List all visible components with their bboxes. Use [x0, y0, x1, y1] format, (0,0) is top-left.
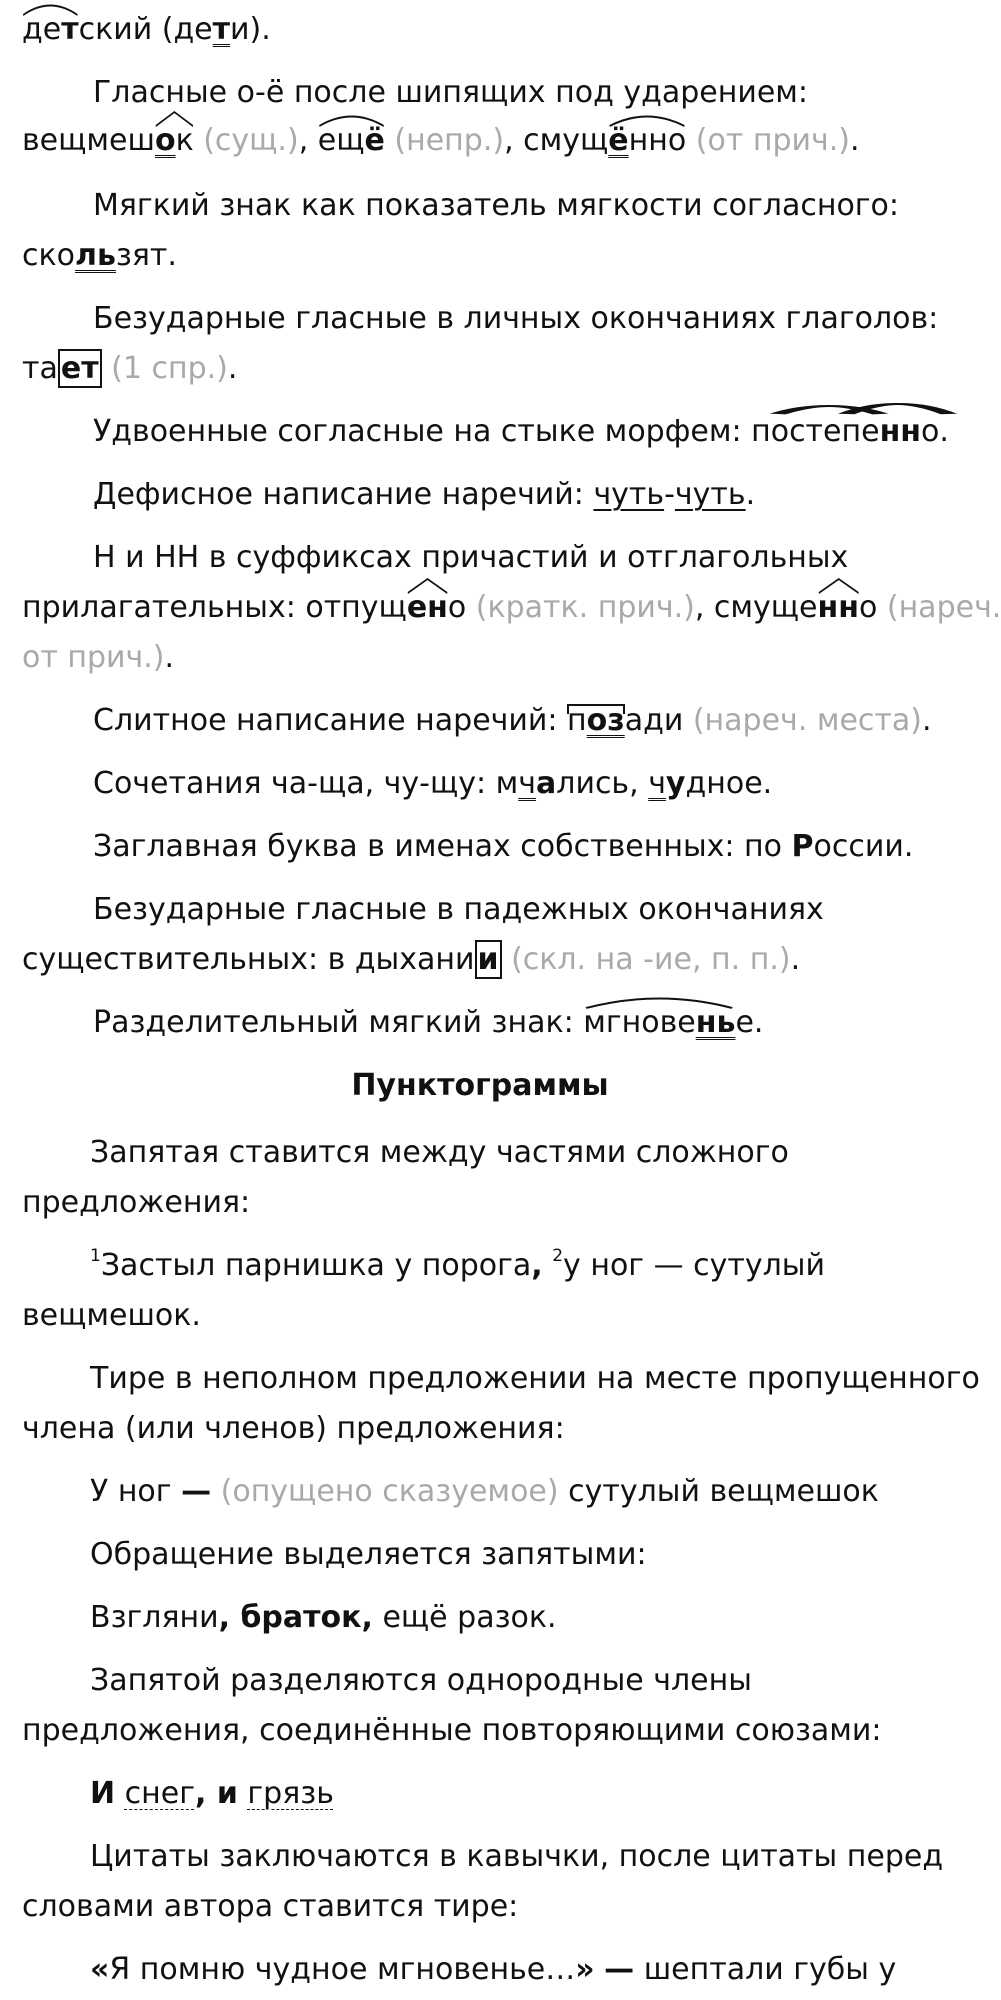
text-line: Сочетания ча-ща, чу-щу: мчались, чудное. — [93, 766, 773, 801]
rule-heading: Запятая ставится между частями сложного — [90, 1135, 789, 1170]
rule-heading: Обращение выделяется запятыми: — [90, 1537, 647, 1572]
text-line: существительных: в дыхани и (скл. на -ие, п. п.). — [22, 942, 801, 977]
root-mark: ённо — [608, 121, 686, 161]
morpheme-marks: Удвоенные согласные на стыке морфем: постепенно. — [93, 412, 949, 452]
rule-heading: словами автора ставится тире: — [22, 1889, 519, 1924]
text-line: Заглавная буква в именах собственных: по России. — [93, 829, 914, 864]
rule-heading: Безударные гласные в личных окончаниях глаголов: — [93, 301, 939, 336]
ending-box: ет — [58, 349, 102, 388]
text-line: детский (дети). — [22, 10, 271, 50]
rule-heading: предложения, соединённые повторяющими союзами: — [22, 1713, 882, 1748]
text-line: та ет (1 спр.). — [22, 351, 238, 386]
rule-heading: Цитаты заключаются в кавычки, после цитаты перед — [90, 1839, 944, 1874]
text-line: вещмеш ок (сущ.), ещё (непр.), смущ ённо (от прич.). — [22, 121, 860, 161]
rule-heading: Безударные гласные в падежных окончаниях — [93, 892, 824, 927]
root-mark: ещё — [318, 121, 385, 161]
text-line: от прич.). — [22, 640, 175, 675]
suffix-mark: нн — [818, 588, 859, 628]
rule-heading: Н и НН в суффиксах причастий и отглагольных — [93, 540, 849, 575]
orthogram-letter: т — [212, 12, 231, 47]
prefix-mark: поз — [567, 701, 625, 741]
ending-box: и — [475, 940, 502, 979]
rule-heading: Мягкий знак как показатель мягкости согласного: — [93, 188, 900, 223]
root-mark: дет — [22, 10, 79, 50]
example-line: «Я помню чудное мгновенье…» — шептали губы у — [90, 1952, 897, 1987]
rule-heading: Запятой разделяются однородные члены — [90, 1663, 752, 1698]
section-heading: Пунктограммы — [351, 1068, 609, 1103]
rule-heading: предложения: — [22, 1185, 251, 1220]
example-line: вещмешок. — [22, 1298, 201, 1333]
example-line: И снег, и грязь — [90, 1776, 334, 1811]
rule-heading: Гласные о-ё после шипящих под ударением: — [93, 75, 809, 110]
example-line: $^1$Застыл парнишка у порога, $^2$у ног — сутулый — [90, 1246, 825, 1283]
text-line — [93, 412, 949, 452]
text-line: скользят. — [22, 238, 177, 273]
rule-heading: члена (или членов) предложения: — [22, 1411, 565, 1446]
suffix-mark: ен — [407, 588, 448, 628]
text-line: Разделительный мягкий знак: мгновенье. — [93, 1003, 763, 1043]
example-line: У ног — (опущено сказуемое) сутулый вещмешок — [90, 1474, 879, 1509]
text-line: прилагательных: отпущ ено (кратк. прич.), смуще нно (нареч. — [22, 588, 1001, 628]
example-line: Взгляни, браток, ещё разок. — [90, 1600, 557, 1635]
suffix-mark: ок — [155, 121, 194, 161]
root-mark: мгновень — [583, 1003, 735, 1043]
text-line: Слитное написание наречий: позади (нареч. места). — [93, 701, 932, 741]
rule-heading: Тире в неполном предложении на месте пропущенного — [90, 1361, 980, 1396]
text-line: Дефисное написание наречий: чуть-чуть. — [93, 477, 756, 512]
